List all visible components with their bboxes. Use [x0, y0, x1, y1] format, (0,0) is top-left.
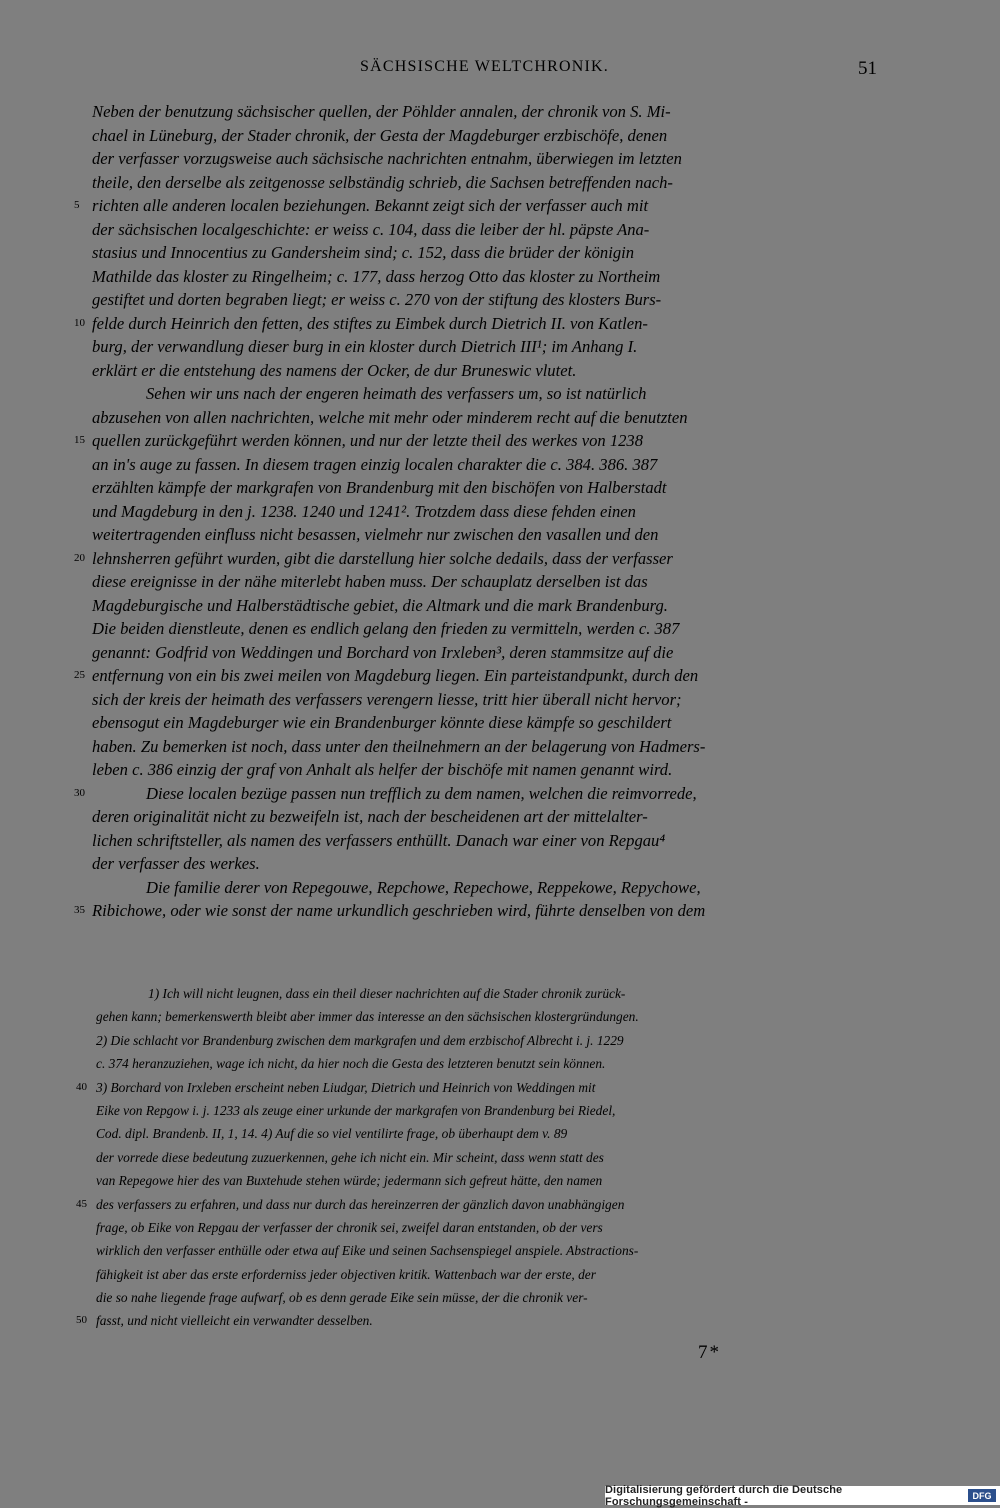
text-line: [92, 335, 877, 359]
footnote-line: [76, 1193, 875, 1216]
footnote-line-text: Cod. dipl. Brandenb. II, 1, 14. 4) Auf die so viel ventilirte frage, ob überhaupt dem v. 89: [96, 1126, 568, 1142]
footnote-line: [96, 1216, 875, 1239]
footnote-line: [96, 1169, 875, 1192]
dfg-logo-icon: DFG: [968, 1489, 996, 1502]
text-line-text: der sächsischen localgeschichte: er weiss c. 104, dass die leiber der hl. päpste Ana-: [92, 219, 650, 239]
text-line: [92, 594, 877, 618]
text-line-text: quellen zurückgeführt werden können, und nur der letzte theil des werkes von 1238: [92, 431, 644, 450]
page-header: [92, 58, 877, 84]
text-line: [92, 265, 877, 289]
footnote-line: [76, 1309, 875, 1332]
text-line: [92, 758, 877, 782]
text-line: [74, 194, 877, 218]
text-line: [74, 782, 877, 806]
text-line-text: Magdeburgische und Halberstädtische gebiet, die Altmark und die mark Brandenburg.: [92, 595, 668, 615]
footnote-line: [96, 1146, 875, 1169]
text-line-text: entfernung von ein bis zwei meilen von Magdeburg liegen. Ein parteistandpunkt, durch den: [92, 666, 699, 685]
footnote-line-text: 1) Ich will nicht leugnen, dass ein theil dieser nachrichten auf die Stader chronik zurück-: [148, 986, 626, 1001]
text-line-text: erklärt er die entstehung des namens der Ocker, de dur Bruneswic vlutet.: [92, 360, 577, 380]
text-line: [92, 570, 877, 594]
text-line-text: leben c. 386 einzig der graf von Anhalt als helfer der bischöfe mit namen genannt wird.: [92, 760, 673, 779]
text-line: [74, 547, 877, 571]
line-number: 25: [74, 669, 85, 681]
line-number: 35: [74, 904, 85, 916]
text-line-text: Diese localen bezüge passen nun trefflich zu dem namen, welchen die reimvorrede,: [146, 783, 697, 803]
text-line-text: stasius und Innocentius zu Gandersheim sind; c. 152, dass die brüder der königin: [92, 243, 635, 262]
text-line: [92, 241, 877, 265]
text-line: [92, 453, 877, 477]
footnote-line: [96, 1286, 875, 1309]
text-line-text: burg, der verwandlung dieser burg in ein kloster durch Dietrich III¹; im Anhang I.: [92, 337, 638, 356]
text-line-text: haben. Zu bemerken ist noch, dass unter den theilnehmern an der belagerung von Hadmers-: [92, 736, 706, 756]
text-line: [92, 100, 877, 124]
footnotes: [76, 982, 875, 1333]
text-line-text: Die beiden dienstleute, denen es endlich gelang den frieden zu vermitteln, werden c. 387: [92, 619, 680, 638]
text-line-text: erzählten kämpfe der markgrafen von Brandenburg mit den bischöfen von Halberstadt: [92, 478, 667, 497]
text-line-text: ebensogut ein Magdeburger wie ein Brandenburger könnte diese kämpfe so geschildert: [92, 713, 672, 732]
text-line-text: deren originalität nicht zu bezweifeln ist, nach der bescheidenen art der mittelalter-: [92, 807, 648, 826]
text-line-text: Die familie derer von Repegouwe, Repchowe, Repechowe, Reppekowe, Repychowe,: [146, 877, 701, 897]
text-line: [92, 476, 877, 500]
footer-bar: [605, 1483, 1000, 1508]
text-line-text: lehnsherren geführt wurden, gibt die darstellung hier solche dedails, dass der verfasser: [92, 548, 673, 568]
footnote-line-text: des verfassers zu erfahren, und dass nur durch das hereinzerren der gänzlich davon unabhängigen: [96, 1196, 625, 1212]
text-line: [92, 711, 877, 735]
text-line: [92, 829, 877, 853]
text-line-text: abzusehen von allen nachrichten, welche mit mehr oder minderem recht auf die benutzten: [92, 407, 688, 427]
footnote-line-text: frage, ob Eike von Repgau der verfasser der chronik sei, zweifel daran entstanden, ob der vers: [96, 1219, 603, 1235]
footnote-line-text: van Repegowe hier des van Buxtehude stehen würde; jedermann sich gefreut hätte, den namen: [96, 1173, 603, 1189]
text-line-text: genannt: Godfrid von Weddingen und Borchard von Irxleben³, deren stammsitze auf die: [92, 642, 674, 662]
footnote-line: [76, 1076, 875, 1099]
running-title: SÄCHSISCHE WELTCHRONIK.: [360, 58, 609, 75]
text-line: [92, 805, 877, 829]
text-line: [92, 500, 877, 524]
footnote-line-text: die so nahe liegende frage aufwarf, ob es denn gerade Eike sein müsse, der die chronik ver-: [96, 1290, 588, 1306]
line-number: 10: [74, 316, 85, 329]
footnote-line-text: der vorrede diese bedeutung zuzuerkennen, gehe ich nicht ein. Mir scheint, dass wenn statt des: [96, 1149, 604, 1165]
text-line-text: und Magdeburg in den j. 1238. 1240 und 1241². Trotzdem dass diese fehden einen: [92, 501, 636, 521]
footnote-line-text: 2) Die schlacht vor Brandenburg zwischen dem markgrafen und dem erzbischof Albrecht i. j. 1229: [96, 1032, 624, 1048]
footnote-line: [96, 982, 875, 1005]
footnote-line-text: c. 374 heranzuziehen, wage ich nicht, da hier noch die Gesta des letzteren benutzt sein können.: [96, 1056, 606, 1072]
text-line-text: an in's auge zu fassen. In diesem tragen einzig localen charakter die c. 384. 386. 387: [92, 454, 658, 474]
text-line-text: der verfasser vorzugsweise auch sächsische nachrichten entnahm, überwiegen im letzten: [92, 149, 682, 168]
footnote-line: [96, 1029, 875, 1052]
footnote-line-text: wirklich den verfasser enthülle oder etwa auf Eike und seinen Sachsenspiegel anspiele. Abstractions-: [96, 1243, 639, 1259]
text-line-text: der verfasser des werkes.: [92, 854, 260, 873]
text-line: [92, 688, 877, 712]
text-line: [74, 899, 877, 923]
line-number: 45: [76, 1197, 87, 1210]
line-number: 15: [74, 434, 85, 446]
footnote-line: [96, 1052, 875, 1075]
page-number: 51: [858, 58, 877, 79]
text-line: [74, 429, 877, 453]
text-line: [74, 664, 877, 688]
text-line: [92, 171, 877, 195]
text-line-text: felde durch Heinrich den fetten, des stiftes zu Eimbek durch Dietrich II. von Katlen-: [92, 313, 648, 333]
footnote-line: [96, 1099, 875, 1122]
text-line-text: Ribichowe, oder wie sonst der name urkundlich geschrieben wird, führte denselben von dem: [92, 901, 706, 920]
text-line: [92, 288, 877, 312]
text-line-text: diese ereignisse in der nähe miterlebt haben muss. Der schauplatz derselben ist das: [92, 572, 648, 591]
text-line: [92, 876, 877, 900]
text-line-text: weitertragenden einfluss nicht besassen, vielmehr nur zwischen den vasallen und den: [92, 525, 659, 544]
text-line: [92, 735, 877, 759]
footnote-line-text: Eike von Repgow i. j. 1233 als zeuge einer urkunde der markgrafen von Brandenburg bei Riedel,: [96, 1102, 616, 1118]
footnote-line: [96, 1239, 875, 1262]
text-line: [74, 312, 877, 336]
footer-text: Digitalisierung gefördert durch die Deutsche Forschungsgemeinschaft -: [605, 1483, 843, 1508]
text-line: [92, 406, 877, 430]
line-number: 50: [76, 1314, 87, 1327]
text-line-text: chael in Lüneburg, der Stader chronik, der Gesta der Magdeburger erzbischöfe, denen: [92, 125, 668, 145]
main-text: [74, 100, 877, 923]
text-line-text: sich der kreis der heimath des verfassers verengern liesse, tritt hier überall nicht hervor;: [92, 689, 682, 709]
footnote-line-text: fasst, und nicht vielleicht ein verwandter desselben.: [96, 1313, 373, 1329]
text-line-text: gestiftet und dorten begraben liegt; er weiss c. 270 von der stiftung des klosters Burs-: [92, 290, 662, 309]
text-line-text: richten alle anderen localen beziehungen. Bekannt zeigt sich der verfasser auch mit: [92, 196, 649, 215]
text-line: [92, 147, 877, 171]
footnote-line-text: 3) Borchard von Irxleben erscheint neben Liudgar, Dietrich und Heinrich von Weddingen mit: [96, 1079, 596, 1095]
text-line-text: Mathilde das kloster zu Ringelheim; c. 177, dass herzog Otto das kloster zu Northeim: [92, 266, 661, 286]
line-number: 20: [74, 551, 85, 564]
footnote-line: [96, 1263, 875, 1286]
text-line: [92, 523, 877, 547]
text-line: [92, 218, 877, 242]
text-line-text: Neben der benutzung sächsischer quellen, der Pöhlder annalen, der chronik von S. Mi-: [92, 102, 671, 121]
text-line: [92, 852, 877, 876]
line-number: 30: [74, 786, 85, 799]
text-line: [92, 641, 877, 665]
footnote-line-text: fähigkeit ist aber das erste erforderniss jeder objectiven kritik. Wattenbach war der erste, der: [96, 1266, 596, 1282]
line-number: 40: [76, 1080, 87, 1093]
footnote-line: [96, 1005, 875, 1028]
text-line: [92, 359, 877, 383]
text-line: [92, 617, 877, 641]
line-number: 5: [74, 199, 80, 211]
footnote-line: [96, 1122, 875, 1145]
text-line: [92, 124, 877, 148]
text-line: [92, 382, 877, 406]
text-line-text: lichen schriftsteller, als namen des verfassers enthüllt. Danach war einer von Repgau⁴: [92, 830, 666, 850]
text-line-text: theile, den derselbe als zeitgenosse selbständig schrieb, die Sachsen betreffenden nach-: [92, 172, 673, 192]
footnote-line-text: gehen kann; bemerkenswerth bleibt aber immer das interesse an den sächsischen klostergründungen.: [96, 1009, 639, 1025]
text-line-text: Sehen wir uns nach der engeren heimath des verfassers um, so ist natürlich: [146, 384, 647, 403]
signature-mark: 7*: [698, 1342, 721, 1363]
